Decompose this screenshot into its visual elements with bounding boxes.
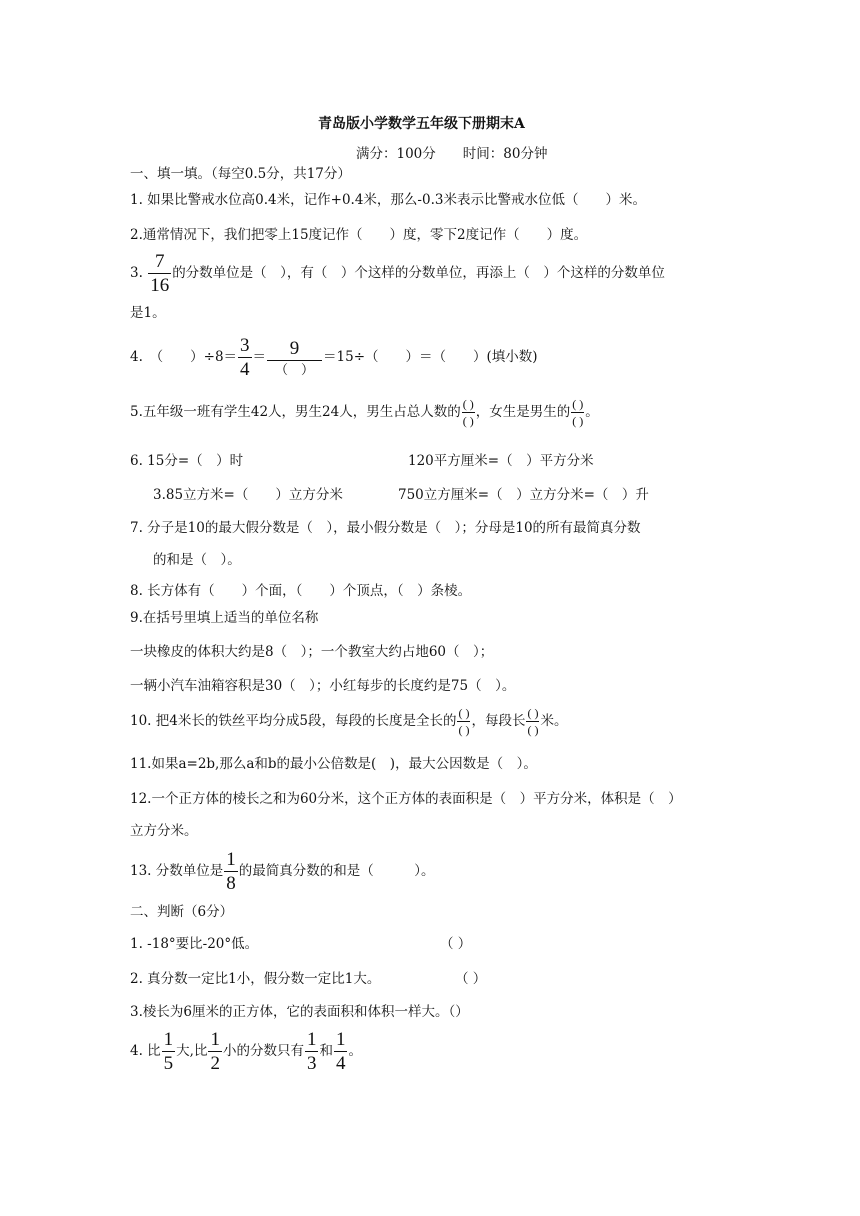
question-7: 7. 分子是10的最大假分数是（ ），最小假分数是（ ）；分母是10的所有最简真分数 [130, 520, 641, 536]
question-9-heading: 9.在括号里填上适当的单位名称 [130, 610, 319, 626]
judge-1: 1. -18°要比-20°低。 [130, 936, 259, 952]
question-8: 8. 长方体有（ ）个面，（ ）个顶点，（ ）条棱。 [130, 583, 472, 599]
judge-4: 4. 比 $\frac{1}{5}$ 大,比 $\frac{1}{2}$ 小的分数只有 $\frac{1}{3}$ 和 $\frac{1}{4}$ 。 [130, 1029, 362, 1074]
fraction-1-3: $\frac{1}{3}$ [306, 1029, 317, 1074]
judge-1-bracket: （ ） [440, 936, 472, 952]
fraction-3-4: $\frac{3}{4}$ [240, 335, 250, 380]
section-2-heading: 二、判断（6分） [130, 904, 234, 920]
question-6-b: 120平方厘米=（ ）平方分米 [408, 453, 594, 469]
question-3-line-2: 是1。 [130, 305, 166, 321]
fraction-blank: $\frac{( )}{( )}$ [527, 706, 539, 737]
judge-2: 2. 真分数一定比1小，假分数一定比1大。 [130, 971, 381, 987]
question-9-line-2: 一辆小汽车油箱容积是30（ ）；小红每步的长度约是75（ ）。 [130, 678, 516, 694]
page-subtitle: 满分：100分 时间：80分钟 [356, 146, 548, 162]
question-4: 4. （ ）÷8＝ $\frac{3}{4}$ ＝ $\frac{9}{( )}$ ＝15÷（ ）＝（ ）(填小数) [130, 335, 538, 380]
question-12-line-2: 立方分米。 [130, 823, 198, 839]
question-12: 12.一个正方体的棱长之和为60分米，这个正方体的表面积是（ ）平方分米，体积是（ ） [130, 791, 682, 807]
fraction-7-16: $\frac{7}{16}$ [150, 251, 170, 296]
fraction-blank: $\frac{( )}{( )}$ [462, 397, 474, 428]
question-7-line-2: 的和是（ ）。 [153, 552, 241, 568]
fraction-blank: $\frac{( )}{( )}$ [572, 397, 584, 428]
question-10: 10. 把4米长的铁丝平均分成5段，每段的长度是全长的 $\frac{( )}{( )}$ ，每段长 $\frac{( )}{( )}$ 米。 [130, 706, 568, 737]
question-1: 1. 如果比警戒水位高0.4米，记作+0.4米，那么-0.3米表示比警戒水位低（ ）米。 [130, 192, 646, 208]
fraction-1-5: $\frac{1}{5}$ [163, 1029, 174, 1074]
page-title: 青岛版小学数学五年级下册期末A [318, 116, 525, 132]
judge-2-bracket: （ ） [455, 971, 487, 987]
question-6-a: 6. 15分=（ ）时 [130, 453, 244, 469]
question-3: 3. $\frac{7}{16}$ 的分数单位是（ ），有（ ）个这样的分数单位，再添上（ ）个这样的分数单位 [130, 251, 665, 296]
section-1-heading: 一、填一填。（每空0.5分，共17分） [130, 166, 351, 182]
question-5: 5.五年级一班有学生42人，男生24人，男生占总人数的 $\frac{( )}{( )}$ ，女生是男生的 $\frac{( )}{( )}$ 。 [130, 397, 599, 428]
fraction-1-2: $\frac{1}{2}$ [210, 1029, 220, 1074]
fraction-blank: $\frac{( )}{( )}$ [458, 706, 470, 737]
judge-3: 3.棱长为6厘米的正方体，它的表面积和体积一样大。（） [130, 1004, 469, 1020]
question-2: 2.通常情况下，我们把零上15度记作（ ）度，零下2度记作（ ）度。 [130, 227, 588, 243]
fraction-1-4: $\frac{1}{4}$ [335, 1029, 346, 1074]
question-13: 13. 分数单位是 $\frac{1}{8}$ 的最简真分数的和是（ ）。 [130, 849, 435, 894]
question-6-c: 3.85立方米=（ ）立方分米 [153, 487, 343, 503]
question-6-d: 750立方厘米=（ ）立方分米=（ ）升 [398, 487, 649, 503]
fraction-1-8: $\frac{1}{8}$ [226, 849, 236, 894]
question-11: 11.如果a=2b,那么a和b的最小公倍数是( )，最大公因数是（ ）。 [130, 756, 537, 772]
fraction-9-blank: $\frac{9}{( )}$ [267, 339, 322, 376]
question-9-line-1: 一块橡皮的体积大约是8（ ）；一个教室大约占地60（ ）； [130, 644, 494, 660]
